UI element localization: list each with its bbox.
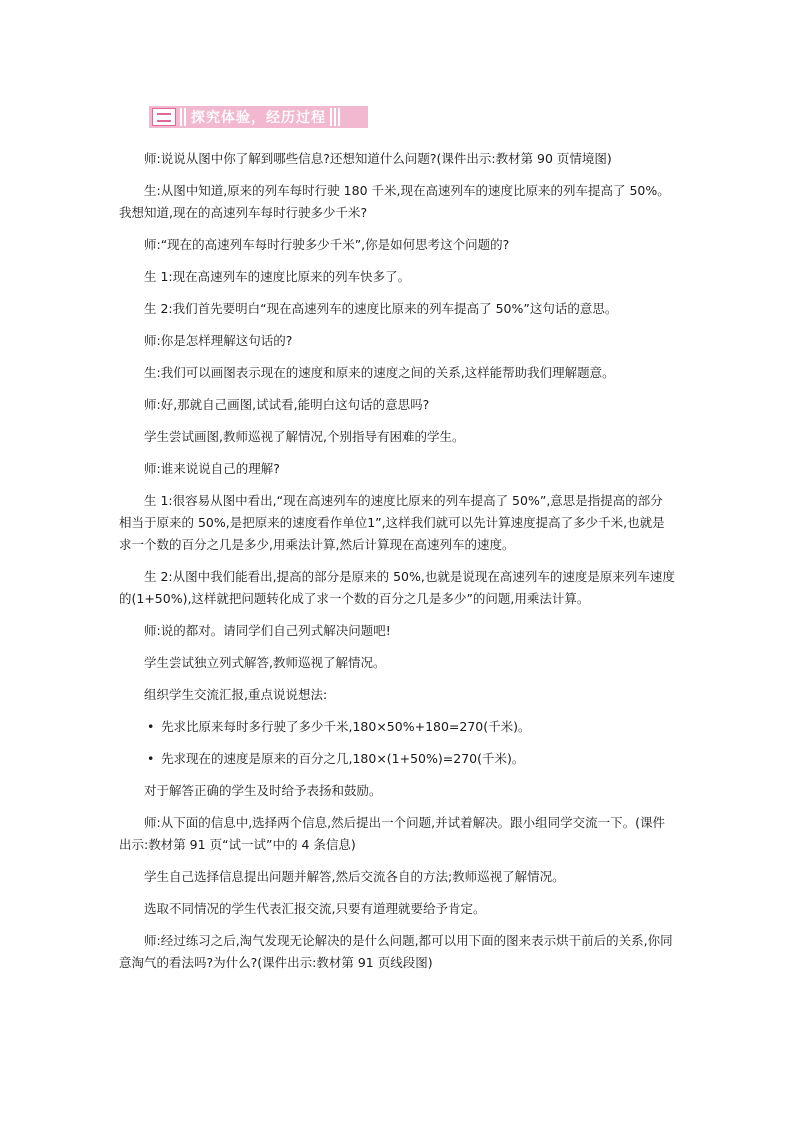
paragraph: 组织学生交流汇报,重点说说想法: (144, 687, 328, 702)
paragraph: 师:从下面的信息中,选择两个信息,然后提出一个问题,并试着解决。跟小组同学交流一下。(课件出示:教材第 91 页“试一试”中的 4 条信息) (119, 815, 666, 852)
paragraph: 生 2:我们首先要明白“现在高速列车的速度比原来的列车提高了 50%”这句话的意思。 (144, 301, 618, 316)
paragraph: 学生尝试画图,教师巡视了解情况,个别指导有困难的学生。 (144, 429, 465, 444)
banner-stripes-left (180, 106, 188, 128)
bullet-text: 先求现在的速度是原来的百分之几,180×(1+50%)=270(千米)。 (161, 751, 525, 766)
paragraph: 生 1:现在高速列车的速度比原来的列车快多了。 (144, 269, 411, 284)
paragraph: 选取不同情况的学生代表汇报交流,只要有道理就要给予肯定。 (144, 901, 486, 916)
section-number-two-glyph (157, 113, 171, 122)
paragraph: 生:从图中知道,原来的列车每时行驶 180 千米,现在高速列车的速度比原来的列车提高了 50%。我想知道,现在的高速列车每时行驶多少千米? (119, 183, 670, 220)
body-text (119, 148, 675, 984)
bullet-icon: • (147, 719, 155, 734)
bullet-item (119, 748, 675, 770)
paragraph: 生:我们可以画图表示现在的速度和原来的速度之间的关系,这样能帮助我们理解题意。 (144, 365, 615, 380)
bullet-item (119, 716, 675, 738)
paragraph: 师:说的都对。请同学们自己列式解决问题吧! (144, 623, 391, 638)
bullet-icon: • (147, 751, 155, 766)
section-header-banner (149, 106, 368, 128)
paragraph: 生 2:从图中我们能看出,提高的部分是原来的 50%,也就是说现在高速列车的速度是原来列车速度的(1+50%),这样就把问题转化成了求一个数的百分之几是多少”的问题,用乘法计算。 (119, 569, 675, 606)
banner-stripes-right (330, 106, 342, 128)
paragraph: 学生尝试独立列式解答,教师巡视了解情况。 (144, 655, 386, 670)
paragraph: 师:“现在的高速列车每时行驶多少千米”,你是如何思考这个问题的? (144, 237, 510, 252)
paragraph: 对于解答正确的学生及时给予表扬和鼓励。 (144, 783, 382, 798)
section-title: 探究体验，经历过程 (191, 110, 326, 126)
paragraph: 生 1:很容易从图中看出,“现在高速列车的速度比原来的列车提高了 50%”,意思是指提高的部分相当于原来的 50%,是把原来的速度看作单位1”,这样我们就可以先计算速度提高了多少千米,也就是求一个数的百分之几是多少,用乘法计算,然后计算现在高速列车的速度。 (119, 493, 665, 552)
section-number-badge (152, 108, 176, 126)
paragraph: 学生自己选择信息提出问题并解答,然后交流各自的方法;教师巡视了解情况。 (144, 869, 565, 884)
paragraph: 师:你是怎样理解这句话的? (144, 333, 293, 348)
paragraph: 师:好,那就自己画图,试试看,能明白这句话的意思吗? (144, 397, 430, 412)
paragraph: 师:经过练习之后,淘气发现无论解决的是什么问题,都可以用下面的图来表示烘干前后的关系,你同意淘气的看法吗?为什么?(课件出示:教材第 91 页线段图) (119, 933, 673, 970)
paragraph: 师:谁来说说自己的理解? (144, 461, 280, 476)
paragraph: 师:说说从图中你了解到哪些信息?还想知道什么问题?(课件出示:教材第 90 页情境图) (144, 151, 612, 166)
bullet-text: 先求比原来每时多行驶了多少千米,180×50%+180=270(千米)。 (161, 719, 531, 734)
